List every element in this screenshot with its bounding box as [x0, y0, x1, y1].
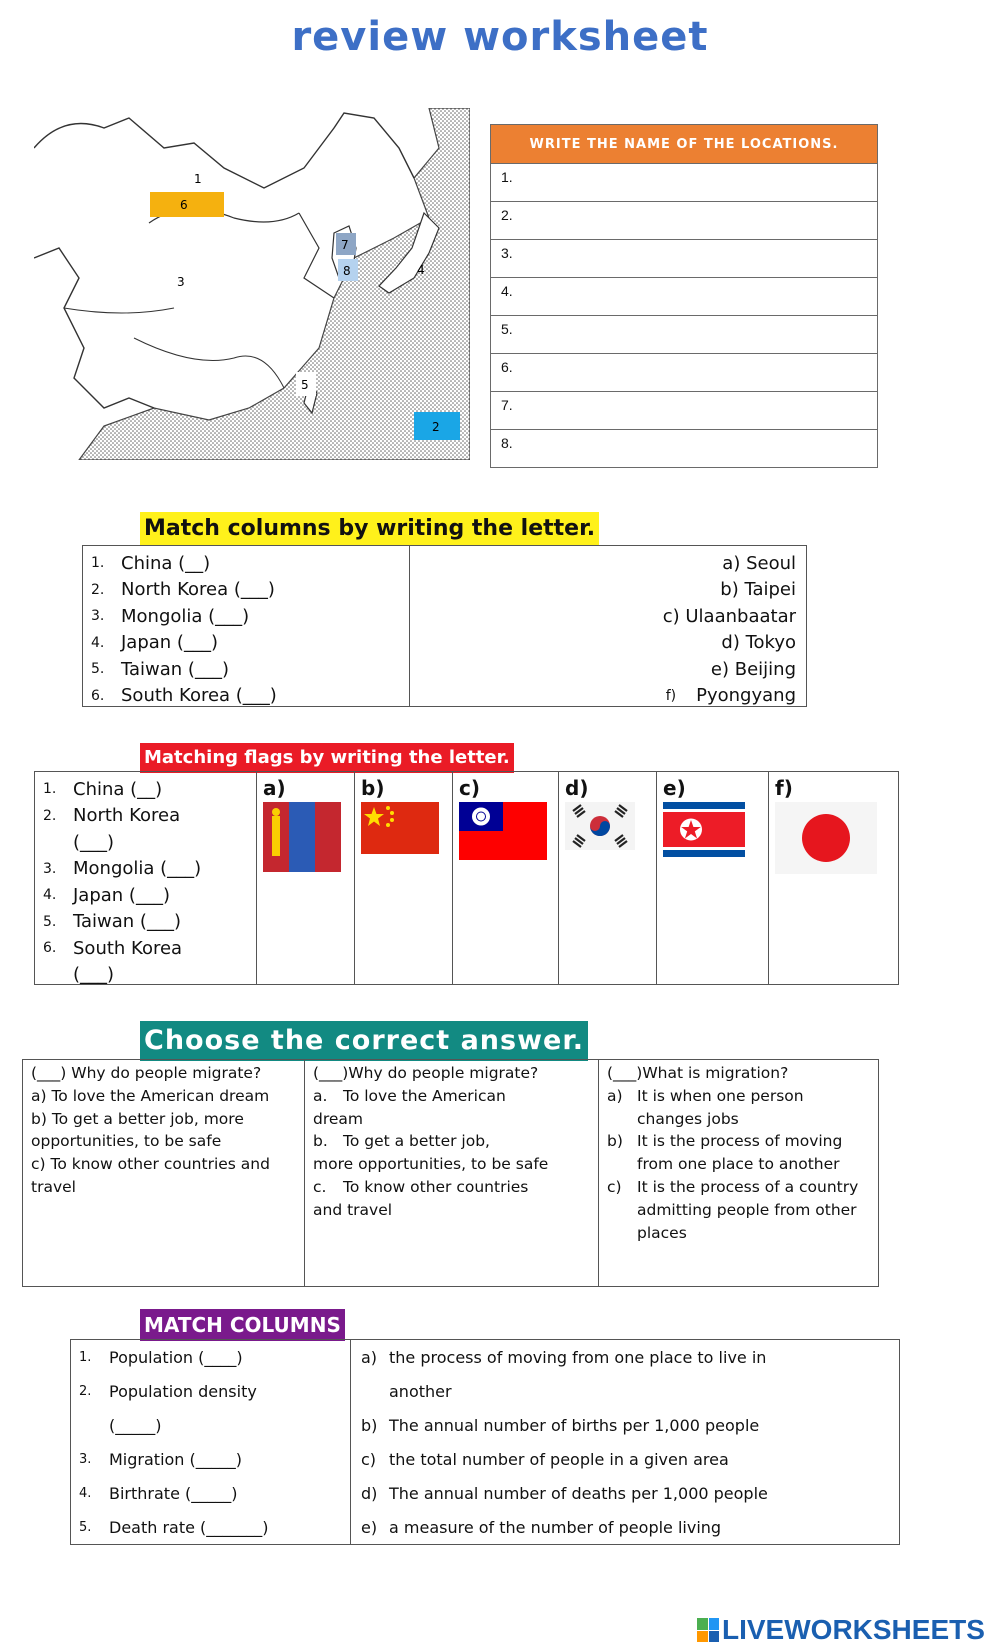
option-label: b.: [313, 1132, 328, 1151]
flag-letter: c): [459, 776, 480, 800]
map-label-5: 5: [301, 378, 309, 392]
location-row[interactable]: [491, 201, 877, 239]
item-text: Mongolia (___): [73, 858, 202, 880]
item-text: South Korea (___): [121, 685, 277, 707]
item-text: Migration (_____): [109, 1449, 243, 1469]
location-row-number: 6.: [501, 359, 513, 375]
list-item: a) Seoul: [722, 552, 796, 574]
question-text: (___)What is migration?: [607, 1064, 789, 1082]
list-item[interactable]: [43, 856, 248, 883]
map-label-8: 8: [343, 264, 351, 278]
item-label: a): [361, 1347, 378, 1367]
japan-flag-icon: [775, 802, 877, 874]
page-title: review worksheet: [291, 14, 709, 60]
list-item[interactable]: [91, 630, 401, 657]
option-text: It is the process of a country admitting people from other places: [637, 1177, 859, 1242]
liveworksheets-logo[interactable]: [697, 1614, 985, 1646]
logo-mark-icon: [697, 1618, 719, 1642]
list-item: [420, 683, 796, 710]
list-item[interactable]: [79, 1442, 342, 1476]
flag-column-f: [769, 772, 898, 984]
capitals-table: [82, 545, 807, 707]
item-text: (___): [73, 964, 115, 986]
list-item: b) Taipei: [720, 579, 796, 601]
list-item[interactable]: [79, 1510, 342, 1544]
option-text: It is the process of moving from one place to another: [637, 1132, 843, 1174]
list-item[interactable]: [79, 1476, 342, 1510]
list-item[interactable]: [43, 776, 248, 803]
list-item[interactable]: [91, 683, 401, 710]
logo-text: LIVEWORKSHEETS: [722, 1614, 985, 1645]
item-number: 5.: [43, 913, 57, 930]
item-label: d): [361, 1483, 378, 1503]
item-text: China (__): [73, 778, 163, 800]
list-item: [361, 1510, 889, 1544]
option-text-cont: and travel: [313, 1200, 393, 1219]
item-text: Japan (___): [121, 632, 218, 654]
item-number: 2.: [79, 1383, 92, 1399]
map-label-1: 1: [194, 172, 202, 186]
option-a[interactable]: [607, 1085, 870, 1131]
flag-column-a: [257, 772, 355, 984]
choose-heading: Choose the correct answer.: [140, 1021, 588, 1061]
item-label: e): [361, 1517, 378, 1537]
location-row-number: 2.: [501, 207, 513, 223]
flag-column-c: [453, 772, 559, 984]
item-text: Japan (___): [73, 884, 170, 906]
definitions-terms: [71, 1340, 351, 1544]
item-number: 3.: [79, 1451, 92, 1467]
item-text: China (__): [121, 552, 211, 574]
option-text-cont: dream: [313, 1109, 364, 1128]
location-row[interactable]: [491, 277, 877, 315]
map-label-2: 2: [432, 420, 440, 434]
definitions-table: [70, 1339, 900, 1545]
flags-countries: [35, 772, 257, 984]
location-row-number: 1.: [501, 169, 513, 185]
flags-heading: Matching flags by writing the letter.: [140, 743, 514, 773]
list-item: [361, 1442, 889, 1476]
list-item: c) Ulaanbaatar: [662, 605, 796, 627]
flags-table: [34, 771, 899, 985]
item-number: 2.: [91, 581, 105, 598]
item-label: f): [665, 687, 677, 704]
location-row[interactable]: [491, 391, 877, 429]
item-number: 4.: [91, 634, 105, 651]
option-a[interactable]: a) To love the American dream: [31, 1086, 270, 1105]
option-text: To get a better job,: [343, 1132, 490, 1151]
item-text: Death rate (_______): [109, 1517, 269, 1537]
map-label-4: 4: [417, 263, 425, 277]
list-item[interactable]: [43, 882, 248, 909]
item-number: 4.: [79, 1485, 92, 1501]
item-number: 4.: [43, 887, 57, 904]
location-row[interactable]: [491, 353, 877, 391]
location-row-number: 7.: [501, 397, 513, 413]
locations-header: WRITE THE NAME OF THE LOCATIONS.: [491, 125, 877, 163]
item-number: 1.: [79, 1349, 92, 1365]
item-text: Mongolia (___): [121, 605, 250, 627]
flag-column-d: [559, 772, 657, 984]
item-text: Taiwan (___): [121, 658, 229, 680]
option-text: It is when one person changes jobs: [637, 1086, 804, 1128]
option-label: b): [607, 1132, 623, 1151]
list-item: e) Beijing: [710, 658, 796, 680]
list-item[interactable]: [43, 935, 248, 962]
option-c[interactable]: [313, 1176, 590, 1222]
map-label-7: 7: [341, 238, 349, 252]
option-c[interactable]: [607, 1176, 870, 1244]
item-text: The annual number of deaths per 1,000 people: [389, 1483, 768, 1503]
question-text: (___)Why do people migrate?: [313, 1064, 539, 1082]
list-item[interactable]: [43, 909, 248, 936]
list-item: [361, 1476, 889, 1510]
map-label-6: 6: [180, 198, 188, 212]
option-label: a.: [313, 1086, 328, 1105]
option-text-cont: more opportunities, to be safe: [313, 1155, 549, 1174]
list-item[interactable]: [79, 1374, 342, 1408]
flag-column-e: [657, 772, 769, 984]
capitals-countries: [83, 546, 410, 706]
list-item[interactable]: [91, 603, 401, 630]
item-number: 3.: [43, 860, 57, 877]
item-text: The annual number of births per 1,000 people: [389, 1415, 760, 1435]
list-item[interactable]: [79, 1340, 342, 1374]
item-text: (___): [73, 831, 115, 853]
option-label: c): [607, 1177, 622, 1196]
list-item: d) Tokyo: [721, 632, 796, 654]
item-number: 5.: [79, 1519, 92, 1535]
location-row[interactable]: [491, 239, 877, 277]
option-b[interactable]: [313, 1130, 590, 1176]
list-item[interactable]: [91, 550, 401, 577]
question-2: [305, 1060, 599, 1286]
item-text: another: [389, 1381, 452, 1401]
location-row-number: 5.: [501, 321, 513, 337]
option-label: c.: [313, 1177, 327, 1196]
item-number: 5.: [91, 661, 105, 678]
flag-letter: a): [263, 776, 286, 800]
question-text: (___) Why do people migrate?: [31, 1064, 262, 1082]
location-row-number: 3.: [501, 245, 513, 261]
option-a[interactable]: [313, 1085, 590, 1131]
item-text: North Korea (___): [121, 579, 275, 601]
east-asia-map: [34, 108, 470, 460]
location-row-number: 4.: [501, 283, 513, 299]
south-korea-flag-icon: [565, 802, 635, 850]
list-item: [361, 1408, 889, 1442]
item-number: 6.: [43, 940, 57, 957]
item-number: 1.: [43, 781, 57, 798]
item-number: 1.: [91, 555, 105, 572]
item-text: Pyongyang: [696, 685, 796, 707]
flag-letter: e): [663, 776, 686, 800]
capitals-cities: [410, 546, 806, 706]
option-text: To love the American: [343, 1086, 506, 1105]
option-b[interactable]: b) To get a better job, more opportunities, to be safe: [31, 1109, 244, 1151]
item-text: South Korea: [73, 937, 183, 959]
flag-letter: b): [361, 776, 385, 800]
north-korea-flag-icon: [663, 802, 745, 857]
list-item[interactable]: [43, 829, 248, 856]
location-row[interactable]: [491, 163, 877, 201]
list-item[interactable]: [43, 803, 248, 830]
list-item: [361, 1374, 889, 1408]
flag-column-b: [355, 772, 453, 984]
item-text: Birthrate (_____): [109, 1483, 238, 1503]
list-item[interactable]: [91, 656, 401, 683]
option-c[interactable]: c) To know other countries and travel: [31, 1155, 270, 1196]
choose-table: [22, 1059, 879, 1287]
option-text: To know other countries: [343, 1177, 529, 1196]
item-text: the total number of people in a given area: [389, 1449, 729, 1469]
item-number: 6.: [91, 687, 105, 704]
list-item[interactable]: [79, 1408, 342, 1442]
item-number: 3.: [91, 608, 105, 625]
item-number: 2.: [43, 807, 57, 824]
locations-table: [490, 124, 878, 468]
definitions-heading: MATCH COLUMNS: [140, 1309, 345, 1341]
item-label: b): [361, 1415, 378, 1435]
map-label-3: 3: [177, 275, 185, 289]
flag-letter: f): [775, 776, 793, 800]
item-text: a measure of the number of people living: [389, 1517, 722, 1537]
location-row[interactable]: [491, 429, 877, 467]
mongolia-flag-icon: [263, 802, 341, 872]
location-row-number: 8.: [501, 435, 513, 451]
item-text: Taiwan (___): [73, 911, 181, 933]
option-b[interactable]: [607, 1130, 870, 1176]
item-text: (_____): [109, 1415, 162, 1435]
question-1: [23, 1060, 305, 1286]
taiwan-flag-icon: [459, 802, 547, 860]
flag-letter: d): [565, 776, 589, 800]
option-label: a): [607, 1086, 623, 1105]
china-flag-icon: [361, 802, 439, 854]
list-item[interactable]: [43, 962, 248, 989]
question-3: [599, 1060, 878, 1286]
item-text: Population (____): [109, 1347, 243, 1367]
item-text: Population density: [109, 1381, 257, 1401]
capitals-heading: Match columns by writing the letter.: [140, 512, 599, 546]
item-text: North Korea: [73, 805, 181, 827]
item-text: the process of moving from one place to live in: [389, 1347, 767, 1367]
item-label: c): [361, 1449, 377, 1469]
location-row[interactable]: [491, 315, 877, 353]
list-item[interactable]: [91, 577, 401, 604]
definitions-meanings: [351, 1340, 899, 1544]
list-item: [361, 1340, 889, 1374]
